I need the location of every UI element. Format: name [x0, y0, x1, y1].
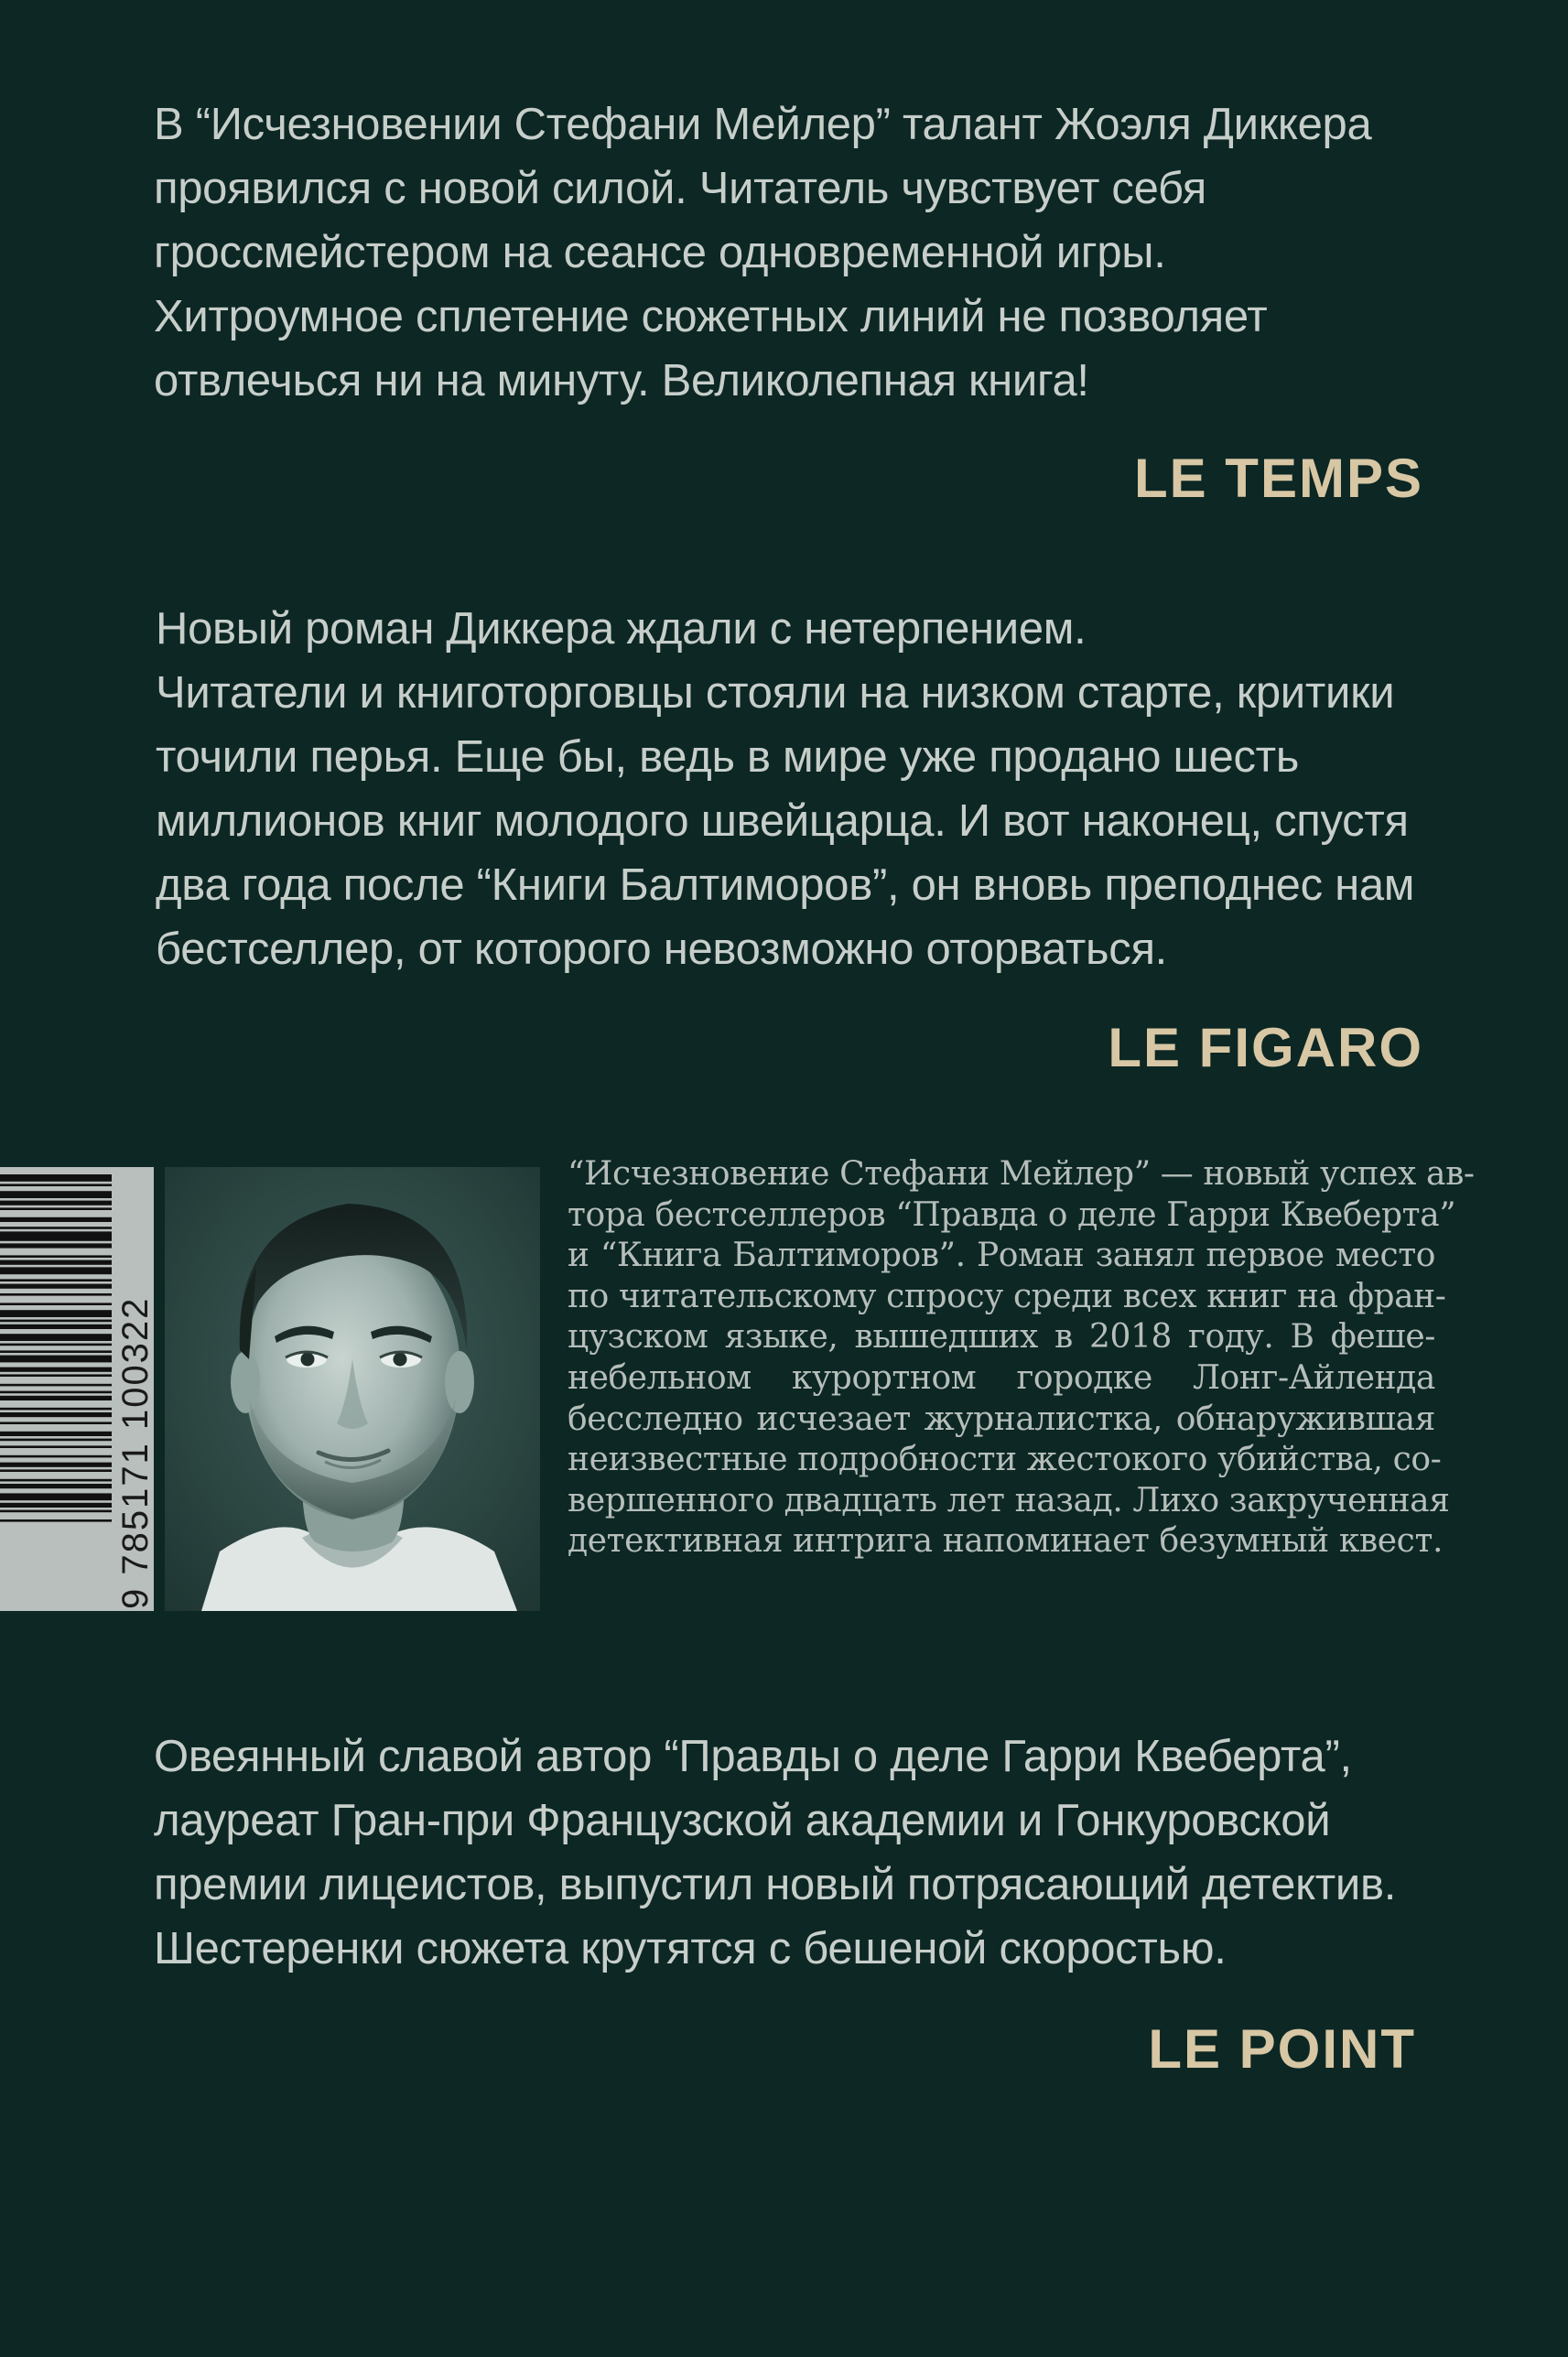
- review-line: два года после “Книги Балтиморов”, он вновь преподнес нам: [156, 860, 1415, 910]
- barcode-bar: [0, 1439, 112, 1442]
- barcode-bar: [0, 1231, 112, 1240]
- description-line: и “Книга Балтиморов”. Роман занял первое место: [568, 1237, 1435, 1275]
- barcode-bar: [0, 1293, 112, 1296]
- source-le-point: LE POINT: [1148, 2018, 1416, 2080]
- barcode-bar: [0, 1463, 112, 1467]
- barcode-bar: [0, 1201, 112, 1206]
- barcode-bar: [0, 1217, 112, 1222]
- review-line: бестселлер, от которого невозможно оторваться.: [156, 924, 1167, 974]
- barcode-bar: [0, 1191, 112, 1198]
- barcode-bar: [0, 1255, 112, 1258]
- barcode-bar: [0, 1310, 112, 1317]
- barcode-bar: [0, 1432, 112, 1436]
- barcode-bar: [0, 1422, 112, 1424]
- barcode-bar: [0, 1324, 112, 1329]
- barcode-bar: [0, 1503, 112, 1508]
- barcode-bar: [0, 1184, 112, 1186]
- review-line: премии лицеистов, выпустил новый потрясающий детектив.: [154, 1860, 1397, 1909]
- review-line: гроссмейстером на сеансе одновременной игры.: [154, 228, 1166, 277]
- barcode-bar: [0, 1350, 112, 1353]
- barcode-bar: [0, 1384, 112, 1387]
- barcode-bar: [0, 1519, 112, 1522]
- barcode-bar: [0, 1284, 112, 1289]
- barcode-bar: [0, 1412, 112, 1417]
- description-line: бесследно исчезает журналистка, обнаружившая: [568, 1400, 1435, 1438]
- barcode-bar: [0, 1207, 112, 1210]
- barcode-bar: [0, 1334, 112, 1341]
- review-le-temps: [154, 92, 1444, 413]
- review-line: Читатели и книготорговцы стояли на низком старте, критики: [156, 668, 1395, 718]
- barcode-bar: [0, 1260, 112, 1265]
- review-line: проявился с новой силой. Читатель чувствует себя: [154, 164, 1206, 213]
- barcode-bar: [0, 1479, 112, 1482]
- barcode-bar: [0, 1243, 112, 1248]
- description-line: тора бестселлеров “Правда о деле Гарри Квеберта”: [568, 1195, 1456, 1234]
- barcode-bar: [0, 1267, 112, 1274]
- barcode-bar: [0, 1408, 112, 1411]
- review-line: Шестеренки сюжета крутятся с бешеной скоростью.: [154, 1924, 1227, 1973]
- review-line: точили перья. Еще бы, ведь в мире уже продано шесть: [156, 732, 1300, 782]
- barcode-bar: [0, 1484, 112, 1488]
- description-line: неизвестные подробности жестокого убийства, со-: [568, 1441, 1442, 1479]
- barcode-bar: [0, 1493, 112, 1500]
- barcode-bar: [0, 1469, 112, 1472]
- description-line: “Исчезновение Стефани Мейлер” — новый успех ав-: [568, 1155, 1475, 1193]
- source-le-temps: LE TEMPS: [1133, 448, 1423, 509]
- review-le-point: [154, 1725, 1444, 1981]
- author-photo: [165, 1167, 540, 1611]
- barcode-bar: [0, 1344, 112, 1346]
- review-line: В “Исчезновении Стефани Мейлер” талант Жоэля Диккера: [154, 100, 1372, 149]
- source-le-figaro: LE FIGARO: [1108, 1017, 1423, 1078]
- review-le-figaro: [156, 597, 1446, 981]
- barcode-bar: [0, 1455, 112, 1458]
- barcode-digits: 9 785171 100322: [115, 1296, 156, 1609]
- description-line: по читательскому спросу среди всех книг на фран-: [568, 1277, 1446, 1315]
- review-line: Овеянный славой автор “Правды о деле Гарри Квеберта”,: [154, 1732, 1352, 1781]
- barcode-bar: [0, 1227, 112, 1229]
- description-line: вершенного двадцать лет назад. Лихо закрученная: [568, 1481, 1450, 1519]
- barcode-bar: [0, 1356, 112, 1363]
- barcode-bar: [0, 1396, 112, 1400]
- review-line: Новый роман Диккера ждали с нетерпением.: [156, 604, 1087, 654]
- description-line: детективная интрига напоминает безумный квест.: [568, 1522, 1444, 1561]
- barcode-bar: [0, 1320, 112, 1323]
- barcode-bar: [0, 1279, 112, 1281]
- barcode-bar: [0, 1374, 112, 1377]
- barcode-bar: [0, 1303, 112, 1305]
- review-line: отвлечься ни на минуту. Великолепная книга!: [154, 356, 1089, 405]
- description-line: цузском языке, вышедших в 2018 году. В феше-: [568, 1318, 1435, 1357]
- barcode-bar: [0, 1510, 112, 1513]
- author-portrait-image: [165, 1167, 540, 1611]
- barcode-bar: [0, 1391, 112, 1394]
- book-description: [568, 1154, 1475, 1562]
- barcode-bar: [0, 1368, 112, 1372]
- review-line: лауреат Гран-при Французской академии и Гонкуровской: [154, 1796, 1331, 1845]
- description-line: небельном курортном городке Лонг-Айленда: [568, 1358, 1435, 1397]
- barcode-bar: [0, 1174, 112, 1182]
- review-line: Хитроумное сплетение сюжетных линий не позволяет: [154, 292, 1268, 341]
- barcode-bar: [0, 1445, 112, 1448]
- review-line: миллионов книг молодого швейцарца. И вот наконец, спустя: [156, 796, 1409, 846]
